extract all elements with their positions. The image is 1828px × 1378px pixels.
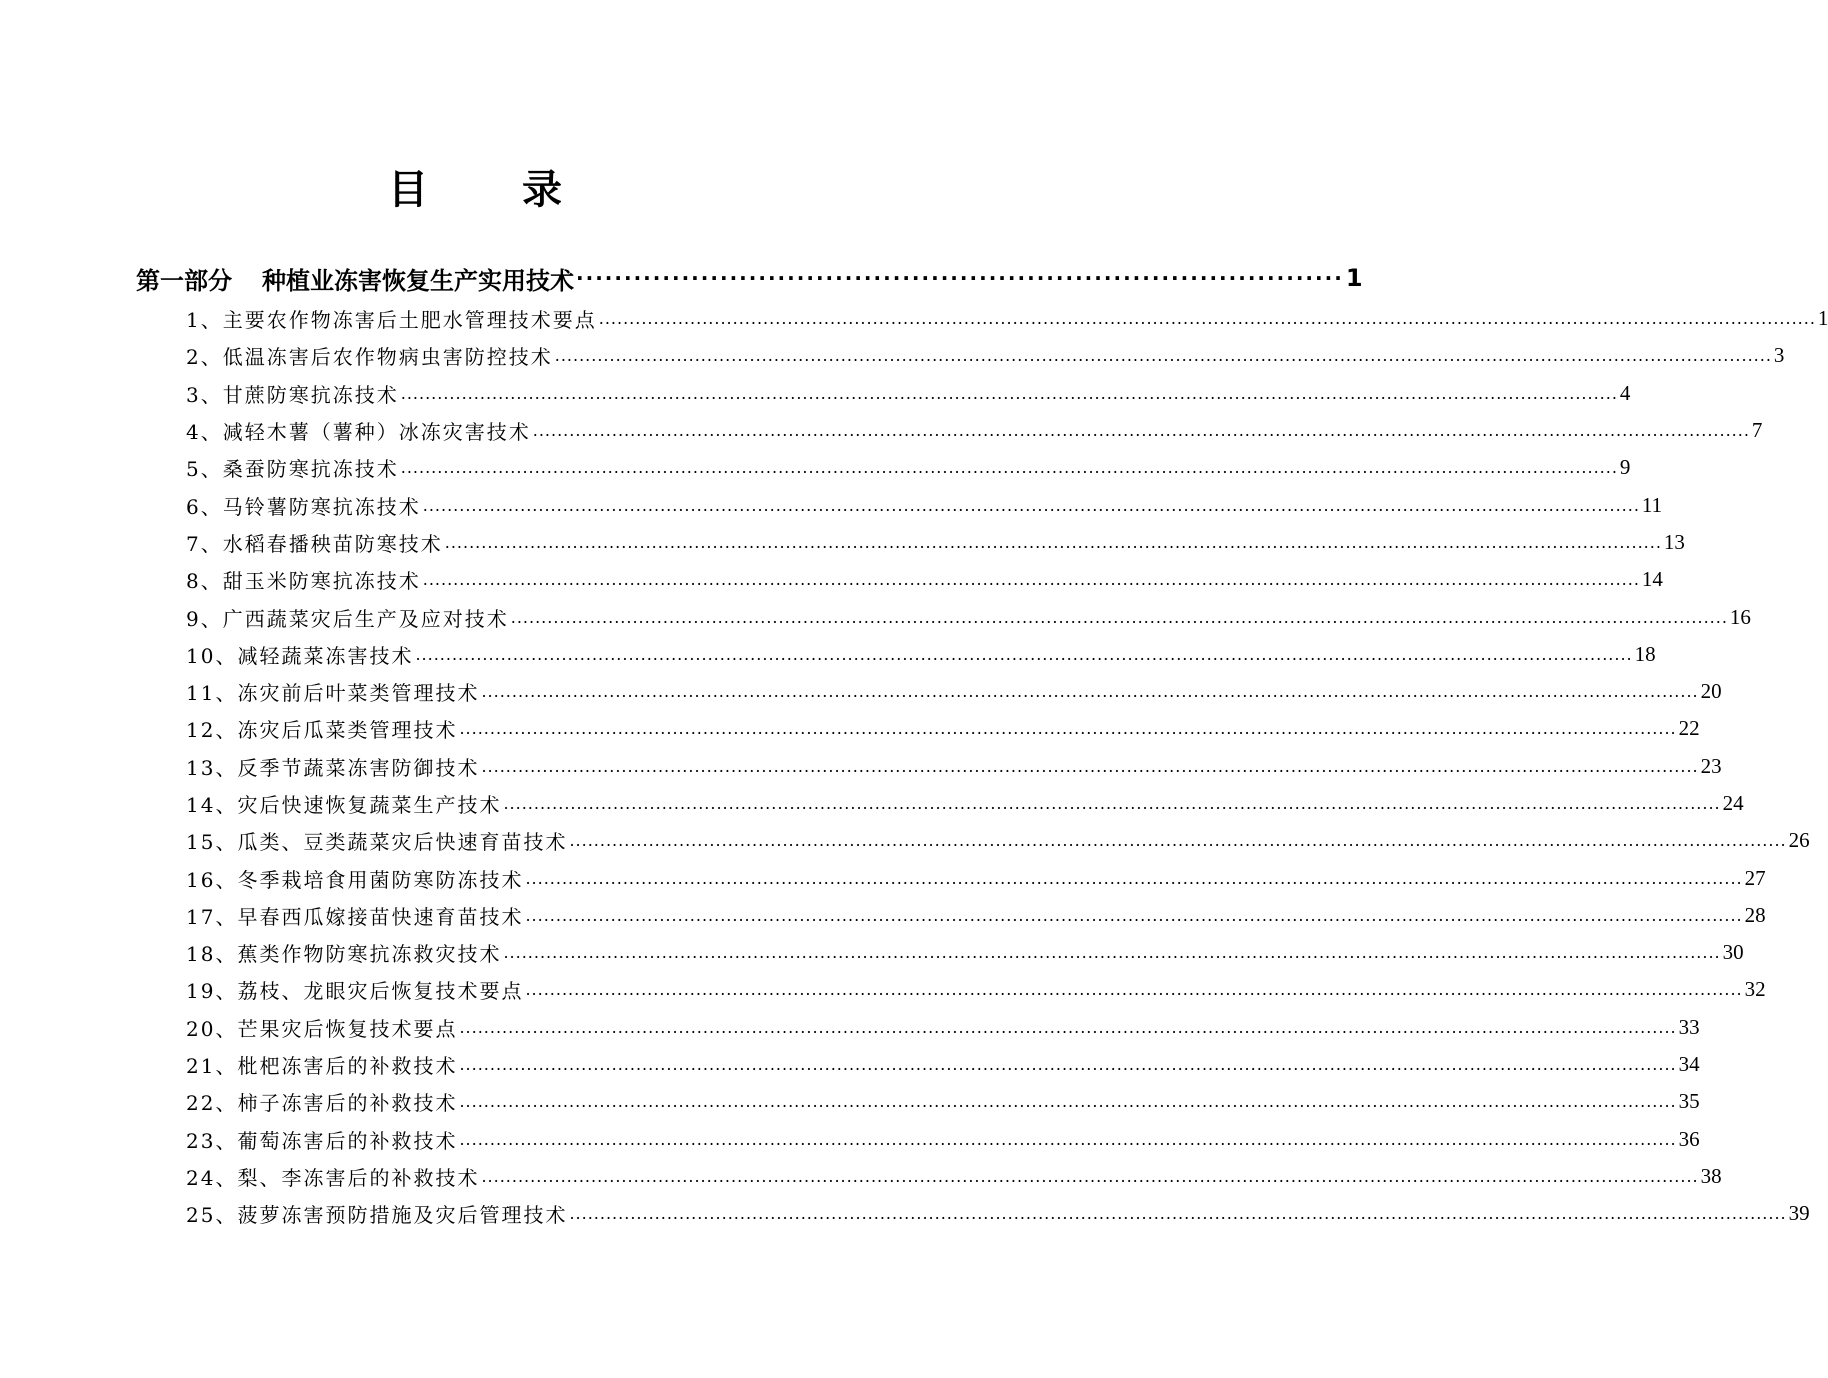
toc-entry[interactable] xyxy=(186,1195,1810,1232)
toc-entry-title: 12、冻灾后瓜菜类管理技术 xyxy=(186,718,458,743)
toc-entry-page-number: 33 xyxy=(1678,1014,1700,1039)
toc-dot-leader: ........................................................................................................................................................................................................ xyxy=(532,421,1750,441)
toc-entry-page-number: 23 xyxy=(1700,753,1722,778)
toc-entry[interactable] xyxy=(186,561,1663,598)
toc-entry-page-number: 14 xyxy=(1641,567,1663,592)
toc-dot-leader: ........................................................................................................................................................................................................ xyxy=(459,1129,1677,1149)
toc-dot-leader: ........................................................................................................................................................................................................ xyxy=(569,831,1787,851)
toc-entry-title: 5、桑蚕防寒抗冻技术 xyxy=(186,457,399,482)
toc-entry[interactable] xyxy=(186,412,1763,449)
toc-entry-page-number: 18 xyxy=(1634,641,1656,666)
toc-entry-page-number: 28 xyxy=(1744,902,1766,927)
toc-entry-title: 17、早春西瓜嫁接苗快速育苗技术 xyxy=(186,904,524,929)
toc-entry-title: 20、芒果灾后恢复技术要点 xyxy=(186,1016,458,1041)
toc-entry-title: 8、甜玉米防寒抗冻技术 xyxy=(186,569,421,594)
toc-entry[interactable] xyxy=(186,785,1744,822)
toc-entry[interactable] xyxy=(186,1121,1700,1158)
toc-dot-leader: ........................................................................................................................................................................................................ xyxy=(525,980,1743,1000)
toc-entry[interactable] xyxy=(186,1009,1700,1046)
toc-entry-title: 9、广西蔬菜灾后生产及应对技术 xyxy=(186,606,509,631)
toc-entry-title: 23、葡萄冻害后的补救技术 xyxy=(186,1128,458,1153)
toc-entry[interactable] xyxy=(186,300,1828,337)
toc-entry-page-number: 26 xyxy=(1788,828,1810,853)
toc-entry-list xyxy=(186,300,1828,1232)
toc-entry-title: 15、瓜类、豆类蔬菜灾后快速育苗技术 xyxy=(186,830,568,855)
toc-entry-title: 10、减轻蔬菜冻害技术 xyxy=(186,643,414,668)
toc-entry-title: 21、枇杷冻害后的补救技术 xyxy=(186,1054,458,1079)
toc-entry-title: 2、低温冻害后农作物病虫害防控技术 xyxy=(186,345,553,370)
toc-entry-title: 13、反季节蔬菜冻害防御技术 xyxy=(186,755,480,780)
toc-dot-leader: ........................................................................................................................................................................................................ xyxy=(400,458,1618,478)
toc-entry-page-number: 1 xyxy=(1817,306,1828,331)
toc-entry-page-number: 13 xyxy=(1663,529,1685,554)
toc-dot-leader: ........................................................................................................................................................................................................ xyxy=(569,1204,1787,1224)
toc-entry[interactable] xyxy=(186,1158,1722,1195)
toc-entry-page-number: 36 xyxy=(1678,1126,1700,1151)
toc-entry-title: 19、荔枝、龙眼灾后恢复技术要点 xyxy=(186,979,524,1004)
toc-entry-title: 18、蕉类作物防寒抗冻救灾技术 xyxy=(186,942,502,967)
toc-entry[interactable] xyxy=(186,524,1685,561)
toc-dot-leader: ........................................................................................................................................................................................................ xyxy=(422,495,1640,515)
toc-dot-leader: ........................................................................................................................................................................................................ xyxy=(598,309,1816,329)
toc-dot-leader: ........................................................................................................................................................................................................ xyxy=(415,644,1633,664)
toc-entry[interactable] xyxy=(186,859,1766,896)
toc-entry-page-number: 9 xyxy=(1619,455,1631,480)
toc-dot-leader: ........................................................................................................................................................................................................ xyxy=(525,905,1743,925)
toc-entry-title: 4、减轻木薯（薯种）冰冻灾害技术 xyxy=(186,420,531,445)
toc-entry[interactable] xyxy=(186,934,1744,971)
toc-entry-title: 25、菠萝冻害预防措施及灾后管理技术 xyxy=(186,1203,568,1228)
toc-dot-leader: ........................................................................................................................................................................................................ xyxy=(459,1017,1677,1037)
toc-entry-page-number: 32 xyxy=(1744,977,1766,1002)
part-page-number: 1 xyxy=(1345,264,1363,292)
toc-entry-title: 1、主要农作物冻害后土肥水管理技术要点 xyxy=(186,308,597,333)
toc-entry-page-number: 38 xyxy=(1700,1163,1722,1188)
toc-entry-page-number: 24 xyxy=(1722,791,1744,815)
toc-entry-title: 6、马铃薯防寒抗冻技术 xyxy=(186,494,421,519)
toc-entry-page-number: 35 xyxy=(1678,1089,1700,1114)
toc-entry[interactable] xyxy=(186,971,1766,1008)
toc-dot-leader: ........................................................................................................................................................................................................ xyxy=(422,570,1640,590)
toc-dot-leader: ........................................................................................................................................................................................................ xyxy=(525,868,1743,888)
toc-dot-leader: ........................................................................................................................................................................................................ xyxy=(554,346,1772,366)
toc-entry-page-number: 20 xyxy=(1700,679,1722,704)
toc-entry-page-number: 39 xyxy=(1788,1201,1810,1226)
toc-entry-page-number: 11 xyxy=(1641,492,1663,517)
toc-entry-title: 14、灾后快速恢复蔬菜生产技术 xyxy=(186,793,502,817)
toc-entry[interactable] xyxy=(186,673,1722,710)
toc-entry[interactable] xyxy=(186,748,1722,785)
toc-entry-title: 22、柿子冻害后的补救技术 xyxy=(186,1091,458,1116)
toc-entry-title: 7、水稻春播秧苗防寒技术 xyxy=(186,531,443,556)
toc-entry-page-number: 27 xyxy=(1744,865,1766,890)
toc-entry-page-number: 22 xyxy=(1678,716,1700,741)
toc-entry[interactable] xyxy=(186,822,1810,859)
part-label: 第一部分 xyxy=(136,266,232,295)
toc-dot-leader: ........................................................................................................................................................................................................ xyxy=(459,1055,1677,1075)
toc-dot-leader: ........................................................................................................................................................................................................ xyxy=(459,719,1677,739)
toc-dot-leader: ........................................................................................................................................................................................................ xyxy=(459,1092,1677,1112)
toc-entry-page-number: 34 xyxy=(1678,1052,1700,1077)
toc-entry-title: 24、梨、李冻害后的补救技术 xyxy=(186,1165,480,1190)
toc-dot-leader: ........................................................................................................................................................................................................ xyxy=(481,682,1699,702)
toc-entry[interactable] xyxy=(186,636,1656,673)
toc-entry-page-number: 7 xyxy=(1751,418,1763,443)
toc-dot-leader: ........................................................................................................................................................................................................ xyxy=(503,794,1721,813)
toc-entry-page-number: 30 xyxy=(1722,940,1744,965)
toc-entry[interactable] xyxy=(186,598,1751,635)
toc-dot-leader: ........................................................................................................................................................................................................ xyxy=(503,943,1721,963)
toc-part-heading[interactable] xyxy=(136,256,1363,300)
toc-entry-title: 3、甘蔗防寒抗冻技术 xyxy=(186,382,399,407)
toc-entry[interactable] xyxy=(186,337,1785,374)
toc-entry-page-number: 4 xyxy=(1619,380,1631,405)
toc-entry-title: 16、冬季栽培食用菌防寒防冻技术 xyxy=(186,867,524,892)
toc-entry[interactable] xyxy=(186,710,1700,747)
toc-dot-leader: ........................................................................................................................................................................................................ xyxy=(510,607,1728,627)
toc-entry[interactable] xyxy=(186,375,1631,412)
toc-entry-page-number: 3 xyxy=(1773,343,1785,368)
part-label-group xyxy=(136,261,574,296)
toc-entry[interactable] xyxy=(186,449,1631,486)
part-name: 种植业冻害恢复生产实用技术 xyxy=(262,266,574,295)
toc-dot-leader: ........................................................................................................................................................................................................ xyxy=(444,532,1662,552)
toc-entry[interactable] xyxy=(186,486,1663,523)
toc-dot-leader: ........................................................................................................................................................................................................ xyxy=(481,1166,1699,1186)
toc-entry-title: 11、冻灾前后叶菜类管理技术 xyxy=(186,681,480,706)
toc-entry[interactable] xyxy=(186,897,1766,934)
toc-entry[interactable] xyxy=(186,1083,1700,1120)
part-dot-leader: ················································································ xyxy=(576,266,1344,290)
toc-entry-page-number: 16 xyxy=(1729,604,1751,629)
toc-entry[interactable] xyxy=(186,1046,1700,1083)
toc-dot-leader: ........................................................................................................................................................................................................ xyxy=(400,383,1618,403)
toc-dot-leader: ........................................................................................................................................................................................................ xyxy=(481,756,1699,776)
page-title: 目 录 xyxy=(388,167,602,213)
